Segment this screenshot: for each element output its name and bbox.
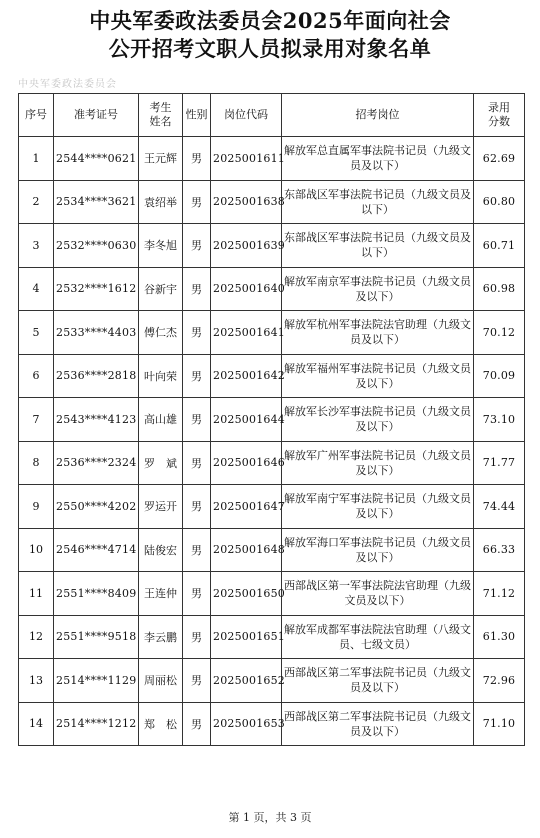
cell-post-code: 2025001642 <box>211 354 282 398</box>
cell-gender: 男 <box>183 354 211 398</box>
cell-exam-no: 2543****4123 <box>54 398 139 442</box>
cell-gender: 男 <box>183 180 211 224</box>
cell-exam-no: 2536****2324 <box>54 441 139 485</box>
header-exam-no: 准考证号 <box>54 94 139 137</box>
cell-post: 解放军南宁军事法院书记员（九级文员及以下） <box>282 485 474 529</box>
cell-score: 60.98 <box>474 267 525 311</box>
cell-seq: 5 <box>19 311 54 355</box>
cell-post: 解放军总直属军事法院书记员（九级文员及以下） <box>282 137 474 181</box>
cell-seq: 8 <box>19 441 54 485</box>
table-row <box>19 137 525 181</box>
cell-exam-no: 2533****4403 <box>54 311 139 355</box>
table-row <box>19 441 525 485</box>
table-row <box>19 267 525 311</box>
cell-post-code: 2025001652 <box>211 659 282 703</box>
table-row <box>19 311 525 355</box>
cell-gender: 男 <box>183 702 211 746</box>
cell-score: 60.80 <box>474 180 525 224</box>
cell-name: 李冬旭 <box>139 224 183 268</box>
cell-score: 71.77 <box>474 441 525 485</box>
cell-exam-no: 2551****8409 <box>54 572 139 616</box>
cell-post: 解放军海口军事法院书记员（九级文员及以下） <box>282 528 474 572</box>
cell-gender: 男 <box>183 485 211 529</box>
cell-post-code: 2025001647 <box>211 485 282 529</box>
cell-score: 71.12 <box>474 572 525 616</box>
document-title-line2: 公开招考文职人员拟录用对象名单 <box>108 36 432 61</box>
cell-gender: 男 <box>183 137 211 181</box>
cell-name: 高山雄 <box>139 398 183 442</box>
cell-name: 陆俊宏 <box>139 528 183 572</box>
cell-exam-no: 2546****4714 <box>54 528 139 572</box>
cell-score: 62.69 <box>474 137 525 181</box>
header-seq: 序号 <box>19 94 54 137</box>
cell-gender: 男 <box>183 224 211 268</box>
cell-post: 西部战区第二军事法院书记员（九级文员及以下） <box>282 659 474 703</box>
cell-exam-no: 2544****0621 <box>54 137 139 181</box>
cell-post-code: 2025001650 <box>211 572 282 616</box>
cell-score: 66.33 <box>474 528 525 572</box>
cell-gender: 男 <box>183 615 211 659</box>
cell-post-code: 2025001653 <box>211 702 282 746</box>
cell-seq: 1 <box>19 137 54 181</box>
cell-post-code: 2025001648 <box>211 528 282 572</box>
table-row <box>19 615 525 659</box>
cell-name: 王连仲 <box>139 572 183 616</box>
cell-score: 73.10 <box>474 398 525 442</box>
cell-post-code: 2025001644 <box>211 398 282 442</box>
cell-exam-no: 2551****9518 <box>54 615 139 659</box>
cell-post: 解放军福州军事法院书记员（九级文员及以下） <box>282 354 474 398</box>
cell-score: 60.71 <box>474 224 525 268</box>
table-row <box>19 180 525 224</box>
cell-gender: 男 <box>183 659 211 703</box>
cell-post: 东部战区军事法院书记员（九级文员及以下） <box>282 180 474 224</box>
cell-post-code: 2025001646 <box>211 441 282 485</box>
cell-seq: 9 <box>19 485 54 529</box>
cell-exam-no: 2550****4202 <box>54 485 139 529</box>
table-row <box>19 398 525 442</box>
cell-name: 罗运开 <box>139 485 183 529</box>
table-row <box>19 572 525 616</box>
cell-post-code: 2025001611 <box>211 137 282 181</box>
cell-exam-no: 2514****1129 <box>54 659 139 703</box>
cell-score: 74.44 <box>474 485 525 529</box>
table-row <box>19 659 525 703</box>
cell-gender: 男 <box>183 311 211 355</box>
table-header-row <box>19 94 525 137</box>
cell-seq: 2 <box>19 180 54 224</box>
cell-name: 叶向荣 <box>139 354 183 398</box>
cell-score: 61.30 <box>474 615 525 659</box>
candidate-table <box>18 93 525 746</box>
cell-post: 解放军成都军事法院法官助理（八级文员、七级文员） <box>282 615 474 659</box>
cell-exam-no: 2532****0630 <box>54 224 139 268</box>
document-title-line1: 中央军委政法委员会2025年面向社会 <box>89 8 451 33</box>
cell-name: 罗 斌 <box>139 441 183 485</box>
cell-gender: 男 <box>183 398 211 442</box>
table-row <box>19 702 525 746</box>
cell-seq: 14 <box>19 702 54 746</box>
cell-name: 傅仁杰 <box>139 311 183 355</box>
watermark: 中央军委政法委员会 <box>18 79 117 90</box>
cell-exam-no: 2534****3621 <box>54 180 139 224</box>
cell-name: 袁绍举 <box>139 180 183 224</box>
cell-post-code: 2025001651 <box>211 615 282 659</box>
cell-post-code: 2025001640 <box>211 267 282 311</box>
cell-exam-no: 2514****1212 <box>54 702 139 746</box>
cell-seq: 3 <box>19 224 54 268</box>
cell-post: 西部战区第一军事法院法官助理（九级文员及以下） <box>282 572 474 616</box>
header-gender: 性别 <box>183 94 211 137</box>
cell-score: 70.09 <box>474 354 525 398</box>
cell-gender: 男 <box>183 572 211 616</box>
cell-exam-no: 2532****1612 <box>54 267 139 311</box>
cell-gender: 男 <box>183 267 211 311</box>
table-row <box>19 224 525 268</box>
table-row <box>19 354 525 398</box>
cell-post-code: 2025001639 <box>211 224 282 268</box>
cell-post: 解放军南京军事法院书记员（九级文员及以下） <box>282 267 474 311</box>
header-post: 招考岗位 <box>282 94 474 137</box>
cell-post: 解放军广州军事法院书记员（九级文员及以下） <box>282 441 474 485</box>
cell-seq: 12 <box>19 615 54 659</box>
cell-name: 王元辉 <box>139 137 183 181</box>
cell-name: 谷新宇 <box>139 267 183 311</box>
cell-score: 72.96 <box>474 659 525 703</box>
cell-score: 71.10 <box>474 702 525 746</box>
cell-seq: 4 <box>19 267 54 311</box>
page-footer: 第 1 页，共 3 页 <box>228 811 312 824</box>
cell-score: 70.12 <box>474 311 525 355</box>
cell-post: 西部战区第二军事法院书记员（九级文员及以下） <box>282 702 474 746</box>
cell-exam-no: 2536****2818 <box>54 354 139 398</box>
cell-seq: 10 <box>19 528 54 572</box>
cell-seq: 7 <box>19 398 54 442</box>
cell-post: 解放军杭州军事法院法官助理（九级文员及以下） <box>282 311 474 355</box>
cell-seq: 6 <box>19 354 54 398</box>
cell-post-code: 2025001641 <box>211 311 282 355</box>
header-name: 考生 姓名 <box>139 94 183 137</box>
table-row <box>19 485 525 529</box>
cell-seq: 11 <box>19 572 54 616</box>
cell-name: 郑 松 <box>139 702 183 746</box>
header-post-code: 岗位代码 <box>211 94 282 137</box>
cell-name: 周丽松 <box>139 659 183 703</box>
table-row <box>19 528 525 572</box>
cell-gender: 男 <box>183 528 211 572</box>
cell-post: 解放军长沙军事法院书记员（九级文员及以下） <box>282 398 474 442</box>
cell-post: 东部战区军事法院书记员（九级文员及以下） <box>282 224 474 268</box>
cell-seq: 13 <box>19 659 54 703</box>
cell-post-code: 2025001638 <box>211 180 282 224</box>
header-score: 录用 分数 <box>474 94 525 137</box>
cell-name: 李云鹏 <box>139 615 183 659</box>
cell-gender: 男 <box>183 441 211 485</box>
